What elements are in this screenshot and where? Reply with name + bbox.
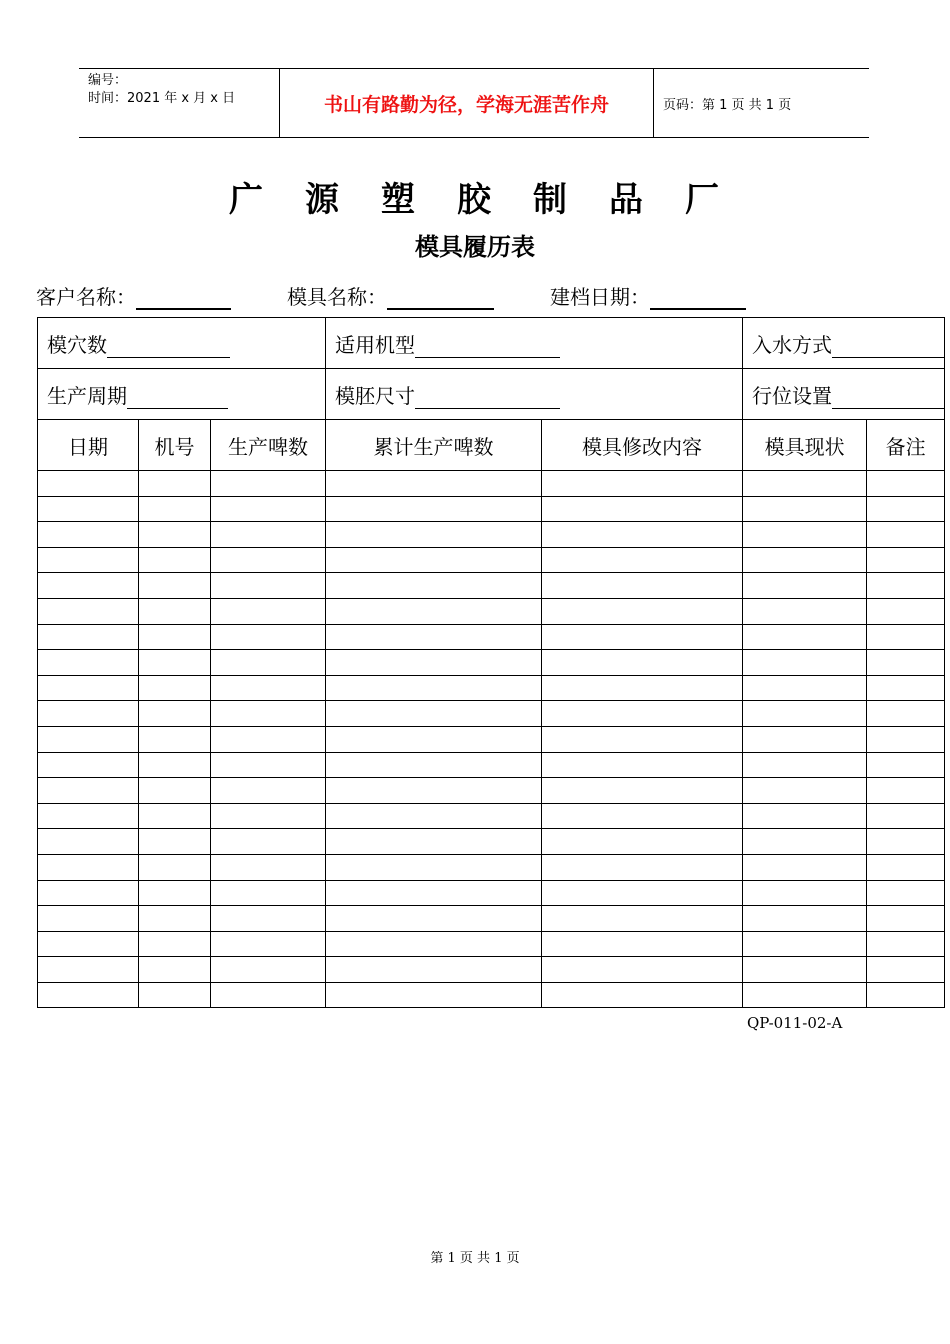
slider-setting-cell[interactable] bbox=[743, 369, 945, 420]
customer-field[interactable] bbox=[36, 281, 231, 310]
page-footer: 第 1 页 共 1 页 bbox=[430, 1251, 520, 1266]
table-cell[interactable] bbox=[326, 522, 542, 548]
table-cell[interactable] bbox=[139, 573, 211, 599]
gate-method-cell[interactable] bbox=[743, 318, 945, 369]
table-cell[interactable] bbox=[542, 573, 743, 599]
table-cell[interactable] bbox=[326, 675, 542, 701]
mold-base-size-blank[interactable] bbox=[415, 386, 560, 409]
table-cell[interactable] bbox=[38, 957, 139, 983]
table-cell[interactable] bbox=[211, 982, 326, 1008]
table-cell[interactable] bbox=[38, 522, 139, 548]
mold-base-size-cell[interactable] bbox=[326, 369, 743, 420]
field-row bbox=[38, 369, 945, 420]
table-cell[interactable] bbox=[743, 778, 867, 804]
table-cell[interactable] bbox=[326, 650, 542, 676]
table-cell[interactable] bbox=[326, 624, 542, 650]
table-row bbox=[38, 931, 945, 957]
table-cell[interactable] bbox=[542, 957, 743, 983]
table-cell[interactable] bbox=[542, 829, 743, 855]
table-cell[interactable] bbox=[867, 752, 945, 778]
table-cell[interactable] bbox=[211, 778, 326, 804]
table-cell[interactable] bbox=[743, 803, 867, 829]
table-cell[interactable] bbox=[743, 854, 867, 880]
table-cell[interactable] bbox=[326, 803, 542, 829]
table-cell[interactable] bbox=[139, 931, 211, 957]
table-cell[interactable] bbox=[867, 982, 945, 1008]
table-cell[interactable] bbox=[326, 854, 542, 880]
table-cell[interactable] bbox=[38, 573, 139, 599]
table-cell[interactable] bbox=[211, 522, 326, 548]
table-cell[interactable] bbox=[139, 471, 211, 497]
table-row bbox=[38, 854, 945, 880]
table-cell[interactable] bbox=[211, 752, 326, 778]
table-cell[interactable] bbox=[139, 829, 211, 855]
table-cell[interactable] bbox=[743, 650, 867, 676]
table-cell[interactable] bbox=[542, 726, 743, 752]
table-cell[interactable] bbox=[211, 829, 326, 855]
table-cell[interactable] bbox=[211, 726, 326, 752]
time-label: 时间：2021 年 x 月 x 日 bbox=[88, 91, 236, 106]
table-cell[interactable] bbox=[211, 496, 326, 522]
table-cell[interactable] bbox=[542, 471, 743, 497]
table-cell[interactable] bbox=[867, 906, 945, 932]
table-cell[interactable] bbox=[542, 701, 743, 727]
table-cell[interactable] bbox=[743, 982, 867, 1008]
table-cell[interactable] bbox=[743, 726, 867, 752]
table-cell[interactable] bbox=[139, 854, 211, 880]
table-cell[interactable] bbox=[139, 496, 211, 522]
table-row bbox=[38, 675, 945, 701]
table-cell[interactable] bbox=[867, 547, 945, 573]
table-cell[interactable] bbox=[542, 675, 743, 701]
table-cell[interactable] bbox=[867, 598, 945, 624]
col-modification: 模具修改内容 bbox=[542, 420, 743, 471]
table-cell[interactable] bbox=[211, 547, 326, 573]
table-cell[interactable] bbox=[743, 598, 867, 624]
table-cell[interactable] bbox=[139, 650, 211, 676]
table-row bbox=[38, 829, 945, 855]
mold-history-table bbox=[37, 317, 945, 1008]
machine-type-cell[interactable] bbox=[326, 318, 743, 369]
table-cell[interactable] bbox=[542, 650, 743, 676]
col-shot-count: 生产啤数 bbox=[211, 420, 326, 471]
table-cell[interactable] bbox=[139, 957, 211, 983]
table-cell[interactable] bbox=[38, 496, 139, 522]
customer-label: 客户名称： bbox=[36, 285, 136, 309]
table-row bbox=[38, 957, 945, 983]
table-cell[interactable] bbox=[38, 906, 139, 932]
table-cell[interactable] bbox=[542, 522, 743, 548]
table-cell[interactable] bbox=[38, 701, 139, 727]
table-cell[interactable] bbox=[211, 803, 326, 829]
table-cell[interactable] bbox=[542, 752, 743, 778]
mold-name-label: 模具名称： bbox=[287, 285, 387, 309]
table-row bbox=[38, 598, 945, 624]
table-cell[interactable] bbox=[38, 982, 139, 1008]
table-cell[interactable] bbox=[211, 880, 326, 906]
col-date: 日期 bbox=[38, 420, 139, 471]
table-cell[interactable] bbox=[867, 829, 945, 855]
document-code: QP-011-02-A bbox=[747, 1014, 843, 1032]
table-cell[interactable] bbox=[211, 906, 326, 932]
table-cell[interactable] bbox=[867, 778, 945, 804]
table-cell[interactable] bbox=[743, 675, 867, 701]
motto: 书山有路勤为径，学海无涯苦作舟 bbox=[280, 69, 654, 137]
table-cell[interactable] bbox=[542, 496, 743, 522]
table-cell[interactable] bbox=[211, 957, 326, 983]
info-row bbox=[36, 281, 916, 309]
table-cell[interactable] bbox=[38, 803, 139, 829]
slider-setting-label: 行位设置 bbox=[752, 383, 832, 408]
col-machine-no: 机号 bbox=[139, 420, 211, 471]
table-cell[interactable] bbox=[211, 931, 326, 957]
table-cell[interactable] bbox=[867, 471, 945, 497]
table-cell[interactable] bbox=[38, 829, 139, 855]
table-cell[interactable] bbox=[867, 650, 945, 676]
table-row bbox=[38, 624, 945, 650]
table-cell[interactable] bbox=[326, 752, 542, 778]
table-cell[interactable] bbox=[542, 598, 743, 624]
header-meta bbox=[79, 69, 280, 137]
table-cell[interactable] bbox=[326, 906, 542, 932]
table-cell[interactable] bbox=[326, 726, 542, 752]
table-cell[interactable] bbox=[211, 650, 326, 676]
gate-method-blank[interactable] bbox=[832, 335, 944, 358]
table-cell[interactable] bbox=[326, 471, 542, 497]
table-cell[interactable] bbox=[211, 598, 326, 624]
table-cell[interactable] bbox=[38, 752, 139, 778]
table-row bbox=[38, 752, 945, 778]
form-title: 模具履历表 bbox=[415, 233, 535, 261]
table-cell[interactable] bbox=[139, 522, 211, 548]
table-cell[interactable] bbox=[139, 880, 211, 906]
table-cell[interactable] bbox=[326, 982, 542, 1008]
table-cell[interactable] bbox=[139, 752, 211, 778]
table-cell[interactable] bbox=[139, 675, 211, 701]
table-cell[interactable] bbox=[542, 854, 743, 880]
table-cell[interactable] bbox=[743, 906, 867, 932]
file-date-field[interactable] bbox=[550, 281, 746, 310]
table-row bbox=[38, 778, 945, 804]
table-cell[interactable] bbox=[542, 982, 743, 1008]
table-cell[interactable] bbox=[542, 931, 743, 957]
table-row bbox=[38, 496, 945, 522]
table-cell[interactable] bbox=[867, 624, 945, 650]
table-cell[interactable] bbox=[326, 496, 542, 522]
company-name: 广源塑胶制品厂 bbox=[229, 180, 761, 220]
table-cell[interactable] bbox=[542, 906, 743, 932]
table-cell[interactable] bbox=[211, 854, 326, 880]
file-date-blank[interactable] bbox=[650, 287, 746, 310]
col-remarks: 备注 bbox=[867, 420, 945, 471]
col-cumulative-shots: 累计生产啤数 bbox=[326, 420, 542, 471]
table-cell[interactable] bbox=[139, 701, 211, 727]
table-cell[interactable] bbox=[326, 547, 542, 573]
col-mold-status: 模具现状 bbox=[743, 420, 867, 471]
table-cell[interactable] bbox=[139, 906, 211, 932]
table-row bbox=[38, 701, 945, 727]
table-cell[interactable] bbox=[326, 701, 542, 727]
table-cell[interactable] bbox=[542, 778, 743, 804]
table-cell[interactable] bbox=[743, 624, 867, 650]
table-cell[interactable] bbox=[867, 803, 945, 829]
table-cell[interactable] bbox=[743, 701, 867, 727]
table-cell[interactable] bbox=[38, 650, 139, 676]
table-cell[interactable] bbox=[139, 624, 211, 650]
table-row bbox=[38, 906, 945, 932]
table-cell[interactable] bbox=[139, 547, 211, 573]
cycle-blank[interactable] bbox=[127, 386, 228, 409]
file-date-label: 建档日期： bbox=[550, 285, 650, 309]
table-cell[interactable] bbox=[542, 547, 743, 573]
table-cell[interactable] bbox=[743, 931, 867, 957]
table-cell[interactable] bbox=[743, 547, 867, 573]
table-row bbox=[38, 650, 945, 676]
table-cell[interactable] bbox=[38, 931, 139, 957]
customer-blank[interactable] bbox=[136, 287, 231, 310]
table-cell[interactable] bbox=[867, 522, 945, 548]
table-cell[interactable] bbox=[542, 880, 743, 906]
table-row bbox=[38, 803, 945, 829]
table-cell[interactable] bbox=[743, 880, 867, 906]
table-cell[interactable] bbox=[542, 803, 743, 829]
table-row bbox=[38, 982, 945, 1008]
field-row bbox=[38, 318, 945, 369]
mold-base-size-label: 模胚尺寸 bbox=[335, 383, 415, 408]
table-cell[interactable] bbox=[211, 471, 326, 497]
table-cell[interactable] bbox=[867, 496, 945, 522]
document-header bbox=[79, 68, 869, 138]
table-cell[interactable] bbox=[139, 726, 211, 752]
table-cell[interactable] bbox=[326, 829, 542, 855]
table-cell[interactable] bbox=[139, 803, 211, 829]
table-cell[interactable] bbox=[38, 778, 139, 804]
cycle-cell[interactable] bbox=[38, 369, 326, 420]
table-cell[interactable] bbox=[867, 573, 945, 599]
table-cell[interactable] bbox=[867, 726, 945, 752]
mold-name-field[interactable] bbox=[287, 281, 494, 310]
table-cell[interactable] bbox=[326, 573, 542, 599]
table-cell[interactable] bbox=[326, 880, 542, 906]
table-cell[interactable] bbox=[38, 854, 139, 880]
table-cell[interactable] bbox=[326, 957, 542, 983]
cavities-cell[interactable] bbox=[38, 318, 326, 369]
table-cell[interactable] bbox=[867, 854, 945, 880]
table-cell[interactable] bbox=[867, 701, 945, 727]
table-cell[interactable] bbox=[211, 624, 326, 650]
machine-type-label: 适用机型 bbox=[335, 332, 415, 357]
table-cell[interactable] bbox=[139, 778, 211, 804]
table-cell[interactable] bbox=[867, 931, 945, 957]
table-cell[interactable] bbox=[38, 675, 139, 701]
gate-method-label: 入水方式 bbox=[752, 332, 832, 357]
table-cell[interactable] bbox=[326, 931, 542, 957]
table-row bbox=[38, 573, 945, 599]
table-cell[interactable] bbox=[542, 624, 743, 650]
table-row bbox=[38, 547, 945, 573]
table-cell[interactable] bbox=[139, 982, 211, 1008]
table-row bbox=[38, 726, 945, 752]
number-label: 编号： bbox=[88, 73, 128, 88]
table-cell[interactable] bbox=[38, 880, 139, 906]
mold-name-blank[interactable] bbox=[387, 287, 494, 310]
machine-type-blank[interactable] bbox=[415, 335, 560, 358]
table-cell[interactable] bbox=[38, 726, 139, 752]
table-cell[interactable] bbox=[743, 522, 867, 548]
table-cell[interactable] bbox=[743, 829, 867, 855]
table-cell[interactable] bbox=[326, 778, 542, 804]
cavities-label: 模穴数 bbox=[47, 332, 107, 357]
cycle-label: 生产周期 bbox=[47, 383, 127, 408]
table-cell[interactable] bbox=[211, 675, 326, 701]
table-cell[interactable] bbox=[38, 598, 139, 624]
table-cell[interactable] bbox=[743, 496, 867, 522]
table-cell[interactable] bbox=[743, 957, 867, 983]
table-cell[interactable] bbox=[743, 471, 867, 497]
table-cell[interactable] bbox=[139, 598, 211, 624]
table-cell[interactable] bbox=[743, 752, 867, 778]
column-header-row bbox=[38, 420, 945, 471]
table-cell[interactable] bbox=[326, 598, 542, 624]
cavities-blank[interactable] bbox=[107, 335, 230, 358]
table-cell[interactable] bbox=[211, 701, 326, 727]
table-cell[interactable] bbox=[743, 573, 867, 599]
table-cell[interactable] bbox=[211, 573, 326, 599]
table-row bbox=[38, 880, 945, 906]
table-row bbox=[38, 471, 945, 497]
table-cell[interactable] bbox=[38, 471, 139, 497]
table-cell[interactable] bbox=[867, 957, 945, 983]
table-cell[interactable] bbox=[38, 624, 139, 650]
table-cell[interactable] bbox=[867, 880, 945, 906]
table-cell[interactable] bbox=[38, 547, 139, 573]
table-cell[interactable] bbox=[867, 675, 945, 701]
table-row bbox=[38, 522, 945, 548]
page-label: 页码：第 1 页 共 1 页 bbox=[663, 97, 792, 113]
slider-setting-blank[interactable] bbox=[832, 386, 944, 409]
